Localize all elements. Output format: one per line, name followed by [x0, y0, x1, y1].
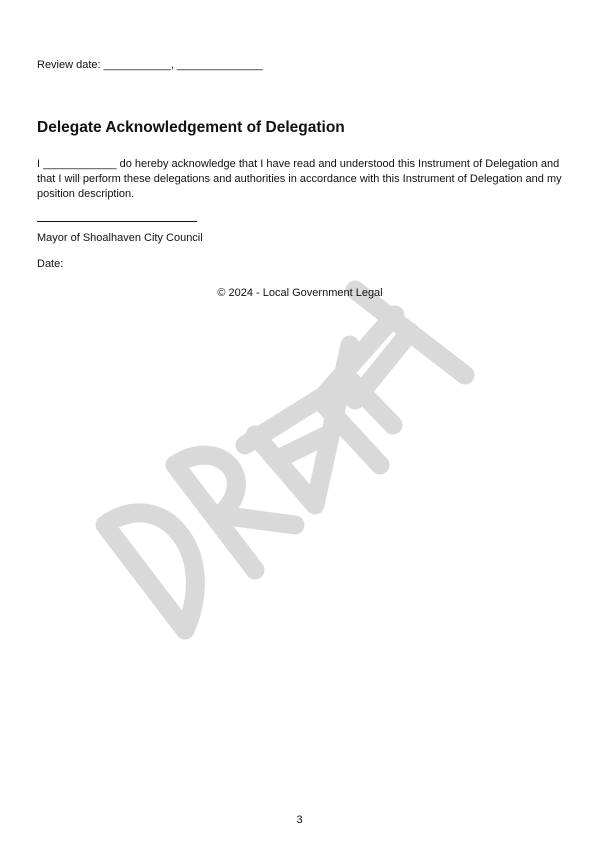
watermark-letters	[105, 290, 465, 630]
acknowledgement-paragraph: I ____________ do hereby acknowledge that I have read and understood this Instrument of Delegation and that I will perform these delegations and authorities in accordance with this Instrument of Delegation and my position description.	[37, 158, 562, 200]
signatory-title: Mayor of Shoalhaven City Council	[37, 232, 203, 244]
watermark-letter-t	[355, 290, 465, 400]
date-label: Date:	[37, 258, 64, 270]
page-number: 3	[296, 814, 303, 826]
copyright-notice: © 2024 - Local Government Legal	[217, 287, 383, 299]
watermark-letter-f	[320, 315, 395, 465]
watermark-letter-a	[245, 345, 350, 505]
review-date: Review date: ___________, ______________	[37, 59, 263, 71]
watermark-letter-r	[175, 455, 295, 570]
page-title: Delegate Acknowledgement of Delegation	[37, 119, 345, 136]
signature-line	[37, 221, 197, 222]
watermark-letter-d	[105, 513, 195, 630]
